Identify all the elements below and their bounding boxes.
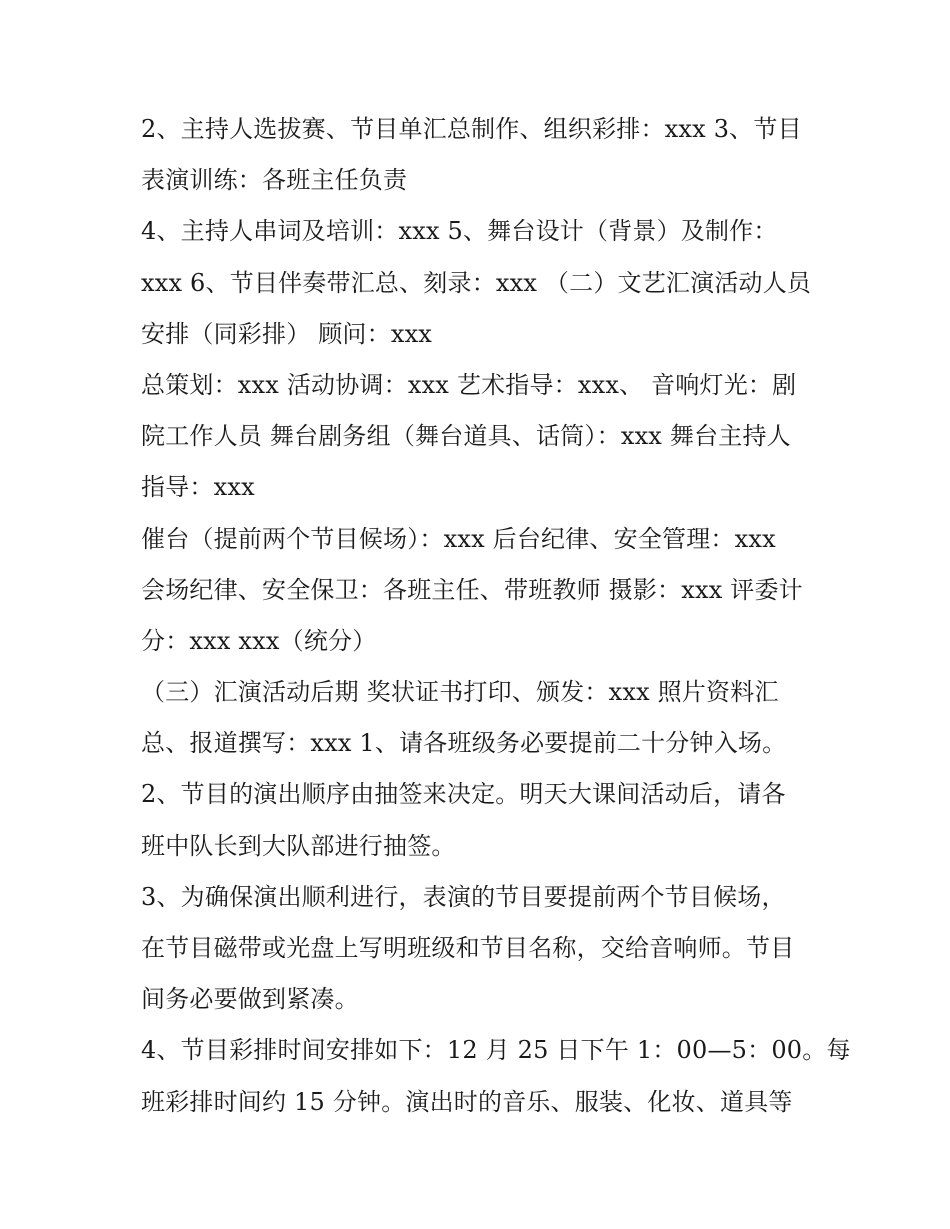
text-line: 总、报道撰写：xxx 1、请各班级务必要提前二十分钟入场。 bbox=[141, 729, 787, 758]
text-line: （三）汇演活动后期 奖状证书打印、颁发：xxx 照片资料汇 bbox=[141, 678, 779, 707]
text-line: 分：xxx xxx（统分） bbox=[141, 626, 377, 655]
text-line: 4、主持人串词及培训：xxx 5、舞台设计（背景）及制作： bbox=[141, 217, 778, 246]
text-line: 安排（同彩排） 顾问：xxx bbox=[141, 319, 433, 348]
text-line: 院工作人员 舞台剧务组（舞台道具、话筒）：xxx 舞台主持人 bbox=[141, 422, 791, 451]
document-body bbox=[141, 104, 851, 1128]
text-line: 指导：xxx bbox=[141, 473, 255, 502]
text-line: 3、为确保演出顺利进行，表演的节目要提前两个节目候场， bbox=[141, 882, 786, 911]
text-line: 总策划：xxx 活动协调：xxx 艺术指导：xxx、 音响灯光：剧 bbox=[141, 370, 797, 399]
text-line: 班中队长到大队部进行抽签。 bbox=[141, 831, 456, 860]
text-line: 在节目磁带或光盘上写明班级和节目名称，交给音响师。节目 bbox=[141, 934, 795, 962]
text-line: 2、节目的演出顺序由抽签来决定。明天大课间活动后，请各 bbox=[141, 780, 786, 809]
text-line: 会场纪律、安全保卫：各班主任、带班教师 摄影：xxx 评委计 bbox=[141, 575, 803, 604]
text-line: 4、节目彩排时间安排如下：12 月 25 日下午 1：00—5：00。每 bbox=[141, 1036, 851, 1065]
text-line: 2、主持人选拔赛、节目单汇总制作、组织彩排：xxx 3、节目 bbox=[141, 115, 802, 143]
text-line: 班彩排时间约 15 分钟。演出时的音乐、服装、化妆、道具等 bbox=[141, 1087, 793, 1116]
text-line: xxx 6、节目伴奏带汇总、刻录：xxx （二）文艺汇演活动人员 bbox=[141, 268, 812, 297]
text-line: 表演训练：各班主任负责 bbox=[141, 166, 408, 195]
text-line: 催台（提前两个节目候场）：xxx 后台纪律、安全管理：xxx bbox=[141, 524, 776, 553]
text-line: 间务必要做到紧凑。 bbox=[141, 985, 359, 1014]
